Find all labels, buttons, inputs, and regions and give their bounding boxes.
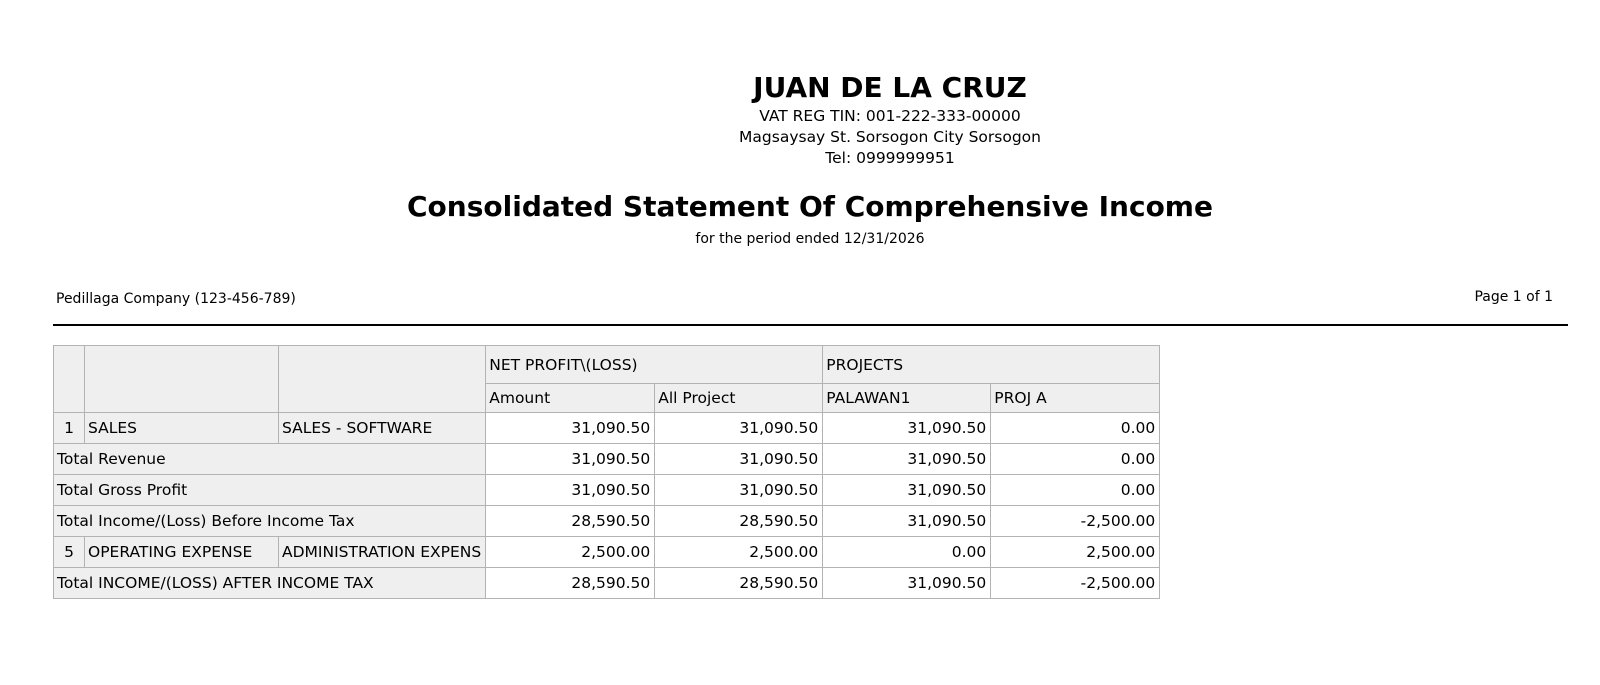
table-row-total xyxy=(54,568,1160,599)
header-net-profit-loss: NET PROFIT\(LOSS) xyxy=(486,346,823,384)
cell-amount: 31,090.50 xyxy=(486,475,655,506)
cell-proj-a: -2,500.00 xyxy=(991,506,1160,537)
header-proj-a: PROJ A xyxy=(991,384,1160,413)
cell-proj-a: -2,500.00 xyxy=(991,568,1160,599)
cell-proj-a: 0.00 xyxy=(991,413,1160,444)
table-row-total xyxy=(54,475,1160,506)
table-header-row-group xyxy=(54,346,1160,384)
cell-all-project: 31,090.50 xyxy=(655,444,823,475)
cell-palawan1: 31,090.50 xyxy=(823,506,991,537)
cell-all-project: 28,590.50 xyxy=(655,506,823,537)
cell-palawan1: 31,090.50 xyxy=(823,444,991,475)
row-account: OPERATING EXPENSE xyxy=(85,537,279,568)
cell-amount: 28,590.50 xyxy=(486,568,655,599)
cell-amount: 2,500.00 xyxy=(486,537,655,568)
header-blank-index xyxy=(54,346,85,413)
income-statement-table xyxy=(53,345,1160,599)
company-name: JUAN DE LA CRUZ xyxy=(753,71,1027,104)
cell-amount: 31,090.50 xyxy=(486,444,655,475)
cell-palawan1: 31,090.50 xyxy=(823,568,991,599)
cell-proj-a: 2,500.00 xyxy=(991,537,1160,568)
company-tin: VAT REG TIN: 001-222-333-00000 xyxy=(759,107,1021,125)
cell-proj-a: 0.00 xyxy=(991,444,1160,475)
row-account: SALES xyxy=(85,413,279,444)
row-subaccount: ADMINISTRATION EXPENS xyxy=(279,537,486,568)
client-name: Pedillaga Company (123-456-789) xyxy=(56,291,296,307)
company-address: Magsaysay St. Sorsogon City Sorsogon xyxy=(739,128,1041,146)
row-total-label: Total Gross Profit xyxy=(54,475,486,506)
cell-all-project: 31,090.50 xyxy=(655,413,823,444)
row-total-label: Total Income/(Loss) Before Income Tax xyxy=(54,506,486,537)
table-row xyxy=(54,537,1160,568)
table-row-total xyxy=(54,444,1160,475)
report-period: for the period ended 12/31/2026 xyxy=(695,231,925,247)
header-all-project: All Project xyxy=(655,384,823,413)
row-index: 5 xyxy=(54,537,85,568)
header-amount: Amount xyxy=(486,384,655,413)
cell-all-project: 28,590.50 xyxy=(655,568,823,599)
header-palawan1: PALAWAN1 xyxy=(823,384,991,413)
header-projects: PROJECTS xyxy=(823,346,1160,384)
page-indicator: Page 1 of 1 xyxy=(1474,289,1553,305)
cell-proj-a: 0.00 xyxy=(991,475,1160,506)
header-blank-account xyxy=(85,346,279,413)
cell-all-project: 31,090.50 xyxy=(655,475,823,506)
header-divider xyxy=(53,324,1568,326)
header-blank-subaccount xyxy=(279,346,486,413)
cell-palawan1: 31,090.50 xyxy=(823,475,991,506)
row-total-label: Total INCOME/(LOSS) AFTER INCOME TAX xyxy=(54,568,486,599)
row-total-label: Total Revenue xyxy=(54,444,486,475)
cell-amount: 28,590.50 xyxy=(486,506,655,537)
cell-palawan1: 31,090.50 xyxy=(823,413,991,444)
company-telephone: Tel: 0999999951 xyxy=(825,149,955,167)
row-subaccount: SALES - SOFTWARE xyxy=(279,413,486,444)
row-index: 1 xyxy=(54,413,85,444)
cell-palawan1: 0.00 xyxy=(823,537,991,568)
report-title: Consolidated Statement Of Comprehensive Income xyxy=(407,190,1213,223)
table-row xyxy=(54,413,1160,444)
cell-amount: 31,090.50 xyxy=(486,413,655,444)
cell-all-project: 2,500.00 xyxy=(655,537,823,568)
table-row-total xyxy=(54,506,1160,537)
